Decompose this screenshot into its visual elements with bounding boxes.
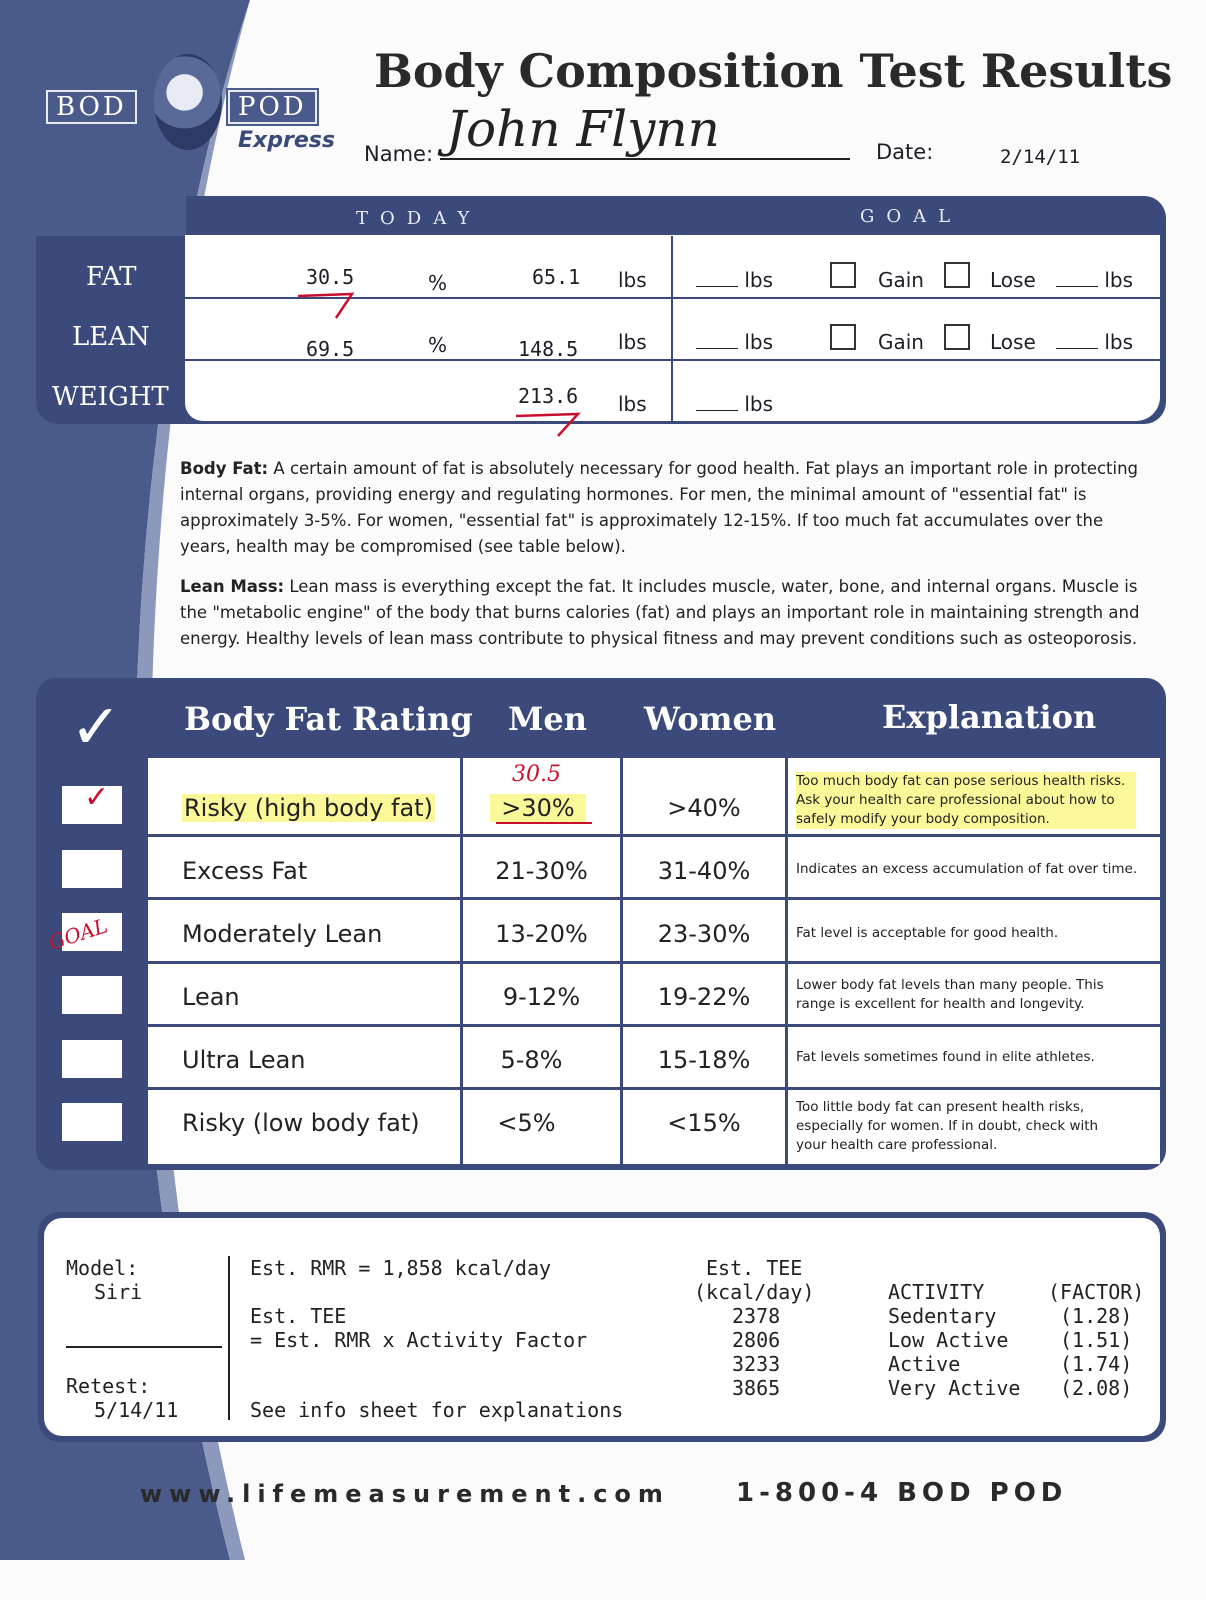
rating-checkbox-risky-low[interactable] <box>62 1103 122 1141</box>
rating-checkbox-ultra-lean[interactable] <box>62 1040 122 1078</box>
today-header: TODAY <box>356 208 482 229</box>
check-header-icon: ✓ <box>70 690 122 763</box>
weight-lbs-unit: lbs <box>618 392 647 416</box>
lean-mass-text: Lean mass is everything except the fat. It includes muscle, water, bone, and internal organs. Muscle is the "metabolic engine" of the body that burns calories (fat) and plays an important role in maintaining strength and energy. Healthy levels of lean mass contribute to physical fitness and may prevent conditions such as osteoporosis. <box>180 577 1140 648</box>
explanation-text: Too much body fat can pose serious health risks. Ask your health care professional about how to safely modify your body composition. <box>796 772 1136 829</box>
activity-factor: (1.28) <box>1060 1304 1133 1328</box>
rmr-value: Est. RMR = 1,858 kcal/day <box>250 1256 552 1280</box>
rating-checkbox-excess-fat[interactable] <box>62 850 122 888</box>
weight-lbs: 213.6 <box>518 384 579 408</box>
fat-goal-lbs[interactable]: lbs <box>696 268 773 292</box>
red-pen-mark-fat <box>290 286 380 326</box>
lean-mass-title: Lean Mass: <box>180 577 285 596</box>
footer-phone: 1-800-4 BOD POD <box>736 1478 1068 1508</box>
row-label-weight: WEIGHT <box>52 382 169 412</box>
activity-name: Active <box>888 1352 961 1376</box>
men-range: >30% <box>490 794 586 822</box>
lean-gain-checkbox[interactable] <box>830 324 856 350</box>
fat-lbs: 65.1 <box>532 265 581 289</box>
footer-website: www.lifemeasurement.com <box>140 1480 670 1508</box>
activity-factor: (2.08) <box>1060 1376 1133 1400</box>
name-underline <box>440 158 850 160</box>
red-pen-mark-weight <box>510 406 600 442</box>
activity-name: Very Active <box>888 1376 1021 1400</box>
lean-lbs: 148.5 <box>518 337 579 361</box>
tee-value: 3865 <box>732 1376 781 1400</box>
fat-percent: 30.5 <box>306 265 355 289</box>
bottom-divider <box>228 1256 230 1420</box>
men-range: 13-20% <box>495 920 588 948</box>
tee-value: 2378 <box>732 1304 781 1328</box>
activity-name: Low Active <box>888 1328 1009 1352</box>
rating-label: Risky (low body fat) <box>182 1109 420 1137</box>
header-men: Men <box>508 700 588 738</box>
page-title: Body Composition Test Results <box>374 44 1173 98</box>
red-underline <box>496 822 592 824</box>
fat-gain-checkbox[interactable] <box>830 262 856 288</box>
tee-formula: = Est. RMR x Activity Factor <box>250 1328 588 1352</box>
women-range: 19-22% <box>657 983 751 1011</box>
name-label: Name: <box>364 142 434 166</box>
name-value-handwritten: John Flynn <box>446 100 720 158</box>
explanation-text: Fat levels sometimes found in elite athletes. <box>796 1049 1095 1065</box>
body-fat-paragraph <box>180 456 1150 560</box>
tee-value: 3233 <box>732 1352 781 1376</box>
goal-header: GOAL <box>860 206 963 227</box>
model-value: Siri <box>94 1280 143 1304</box>
body-fat-text: A certain amount of fat is absolutely necessary for good health. Fat plays an important role in protecting internal organs, providing energy and regulating hormones. For men, the minimal amount of "essential fat" is approximately 3-5%. For women, "essential fat" is approximately 12-15%. If too much fat accumulates over the years, health may be compromised (see table below). <box>180 459 1139 556</box>
lean-change-lbs[interactable]: lbs <box>1056 330 1133 354</box>
row-label-lean: LEAN <box>72 322 150 352</box>
date-label: Date: <box>876 140 934 164</box>
activity-factor: (1.74) <box>1060 1352 1133 1376</box>
header-explanation: Explanation <box>882 698 1097 736</box>
lean-lose-label: Lose <box>990 330 1036 354</box>
explanation-text: Fat level is acceptable for good health. <box>796 925 1059 941</box>
women-range: 23-30% <box>657 920 751 948</box>
retest-label: Retest: <box>66 1374 151 1398</box>
rating-checkbox-lean[interactable] <box>62 976 122 1014</box>
explanation-text: Indicates an excess accumulation of fat over time. <box>796 861 1138 877</box>
women-range: 31-40% <box>657 857 751 885</box>
lean-lbs-unit: lbs <box>618 330 647 354</box>
lean-percent-unit: % <box>428 333 448 357</box>
men-range: 21-30% <box>495 857 588 885</box>
rating-label: Excess Fat <box>182 857 308 885</box>
retest-value: 5/14/11 <box>94 1398 179 1422</box>
model-underline <box>66 1346 222 1348</box>
lean-lose-checkbox[interactable] <box>944 324 970 350</box>
men-range: 9-12% <box>502 983 581 1011</box>
lean-mass-paragraph <box>180 574 1150 652</box>
fat-lose-checkbox[interactable] <box>944 262 970 288</box>
info-note: See info sheet for explanations <box>250 1398 624 1422</box>
handwritten-men-value: 30.5 <box>512 762 561 787</box>
model-label: Model: <box>66 1256 139 1280</box>
lean-percent: 69.5 <box>306 337 355 361</box>
fat-lbs-unit: lbs <box>618 268 647 292</box>
activity-name: Sedentary <box>888 1304 997 1328</box>
rating-label: Lean <box>182 983 240 1011</box>
handwritten-goal-mark: GOAL <box>45 913 111 955</box>
header-women: Women <box>644 700 777 738</box>
logo-text-right: POD <box>228 90 317 124</box>
header-body-fat-rating: Body Fat Rating <box>184 700 473 738</box>
women-range: 15-18% <box>657 1046 751 1074</box>
rating-label: Risky (high body fat) <box>184 794 433 822</box>
fat-gain-label: Gain <box>878 268 924 292</box>
activity-head: ACTIVITY <box>888 1280 985 1304</box>
tee-label: Est. TEE <box>250 1304 347 1328</box>
fat-lose-label: Lose <box>990 268 1036 292</box>
explanation-text: Lower body fat levels than many people. This range is excellent for health and longevity. <box>796 977 1104 1012</box>
women-range: >40% <box>667 794 741 822</box>
logo-express: Express <box>238 128 335 153</box>
women-range: <15% <box>667 1109 741 1137</box>
fat-change-lbs[interactable]: lbs <box>1056 268 1133 292</box>
bodpod-logo <box>42 52 342 172</box>
tee-value: 2806 <box>732 1328 781 1352</box>
rating-label: Moderately Lean <box>182 920 383 948</box>
explanation-text: Too little body fat can present health risks, especially for women. If in doubt, check with your health care professional. <box>796 1099 1099 1153</box>
activity-factor: (1.51) <box>1060 1328 1133 1352</box>
factor-head: (FACTOR) <box>1048 1280 1145 1304</box>
men-range: <5% <box>497 1109 556 1137</box>
lean-gain-label: Gain <box>878 330 924 354</box>
body-fat-title: Body Fat: <box>180 459 269 478</box>
date-value: 2/14/11 <box>1000 146 1081 168</box>
tee-column-head-1: Est. TEE <box>706 1256 803 1280</box>
rating-label: Ultra Lean <box>182 1046 306 1074</box>
handwritten-check-icon: ✓ <box>84 780 110 815</box>
lean-goal-lbs[interactable]: lbs <box>696 330 773 354</box>
men-range: 5-8% <box>500 1046 563 1074</box>
fat-percent-unit: % <box>428 271 448 295</box>
tee-column-head-2: (kcal/day) <box>694 1280 815 1304</box>
logo-text-left: BOD <box>46 90 137 124</box>
weight-goal-lbs[interactable]: lbs <box>696 392 773 416</box>
logo-ring-icon <box>154 54 222 150</box>
row-label-fat: FAT <box>86 262 137 292</box>
